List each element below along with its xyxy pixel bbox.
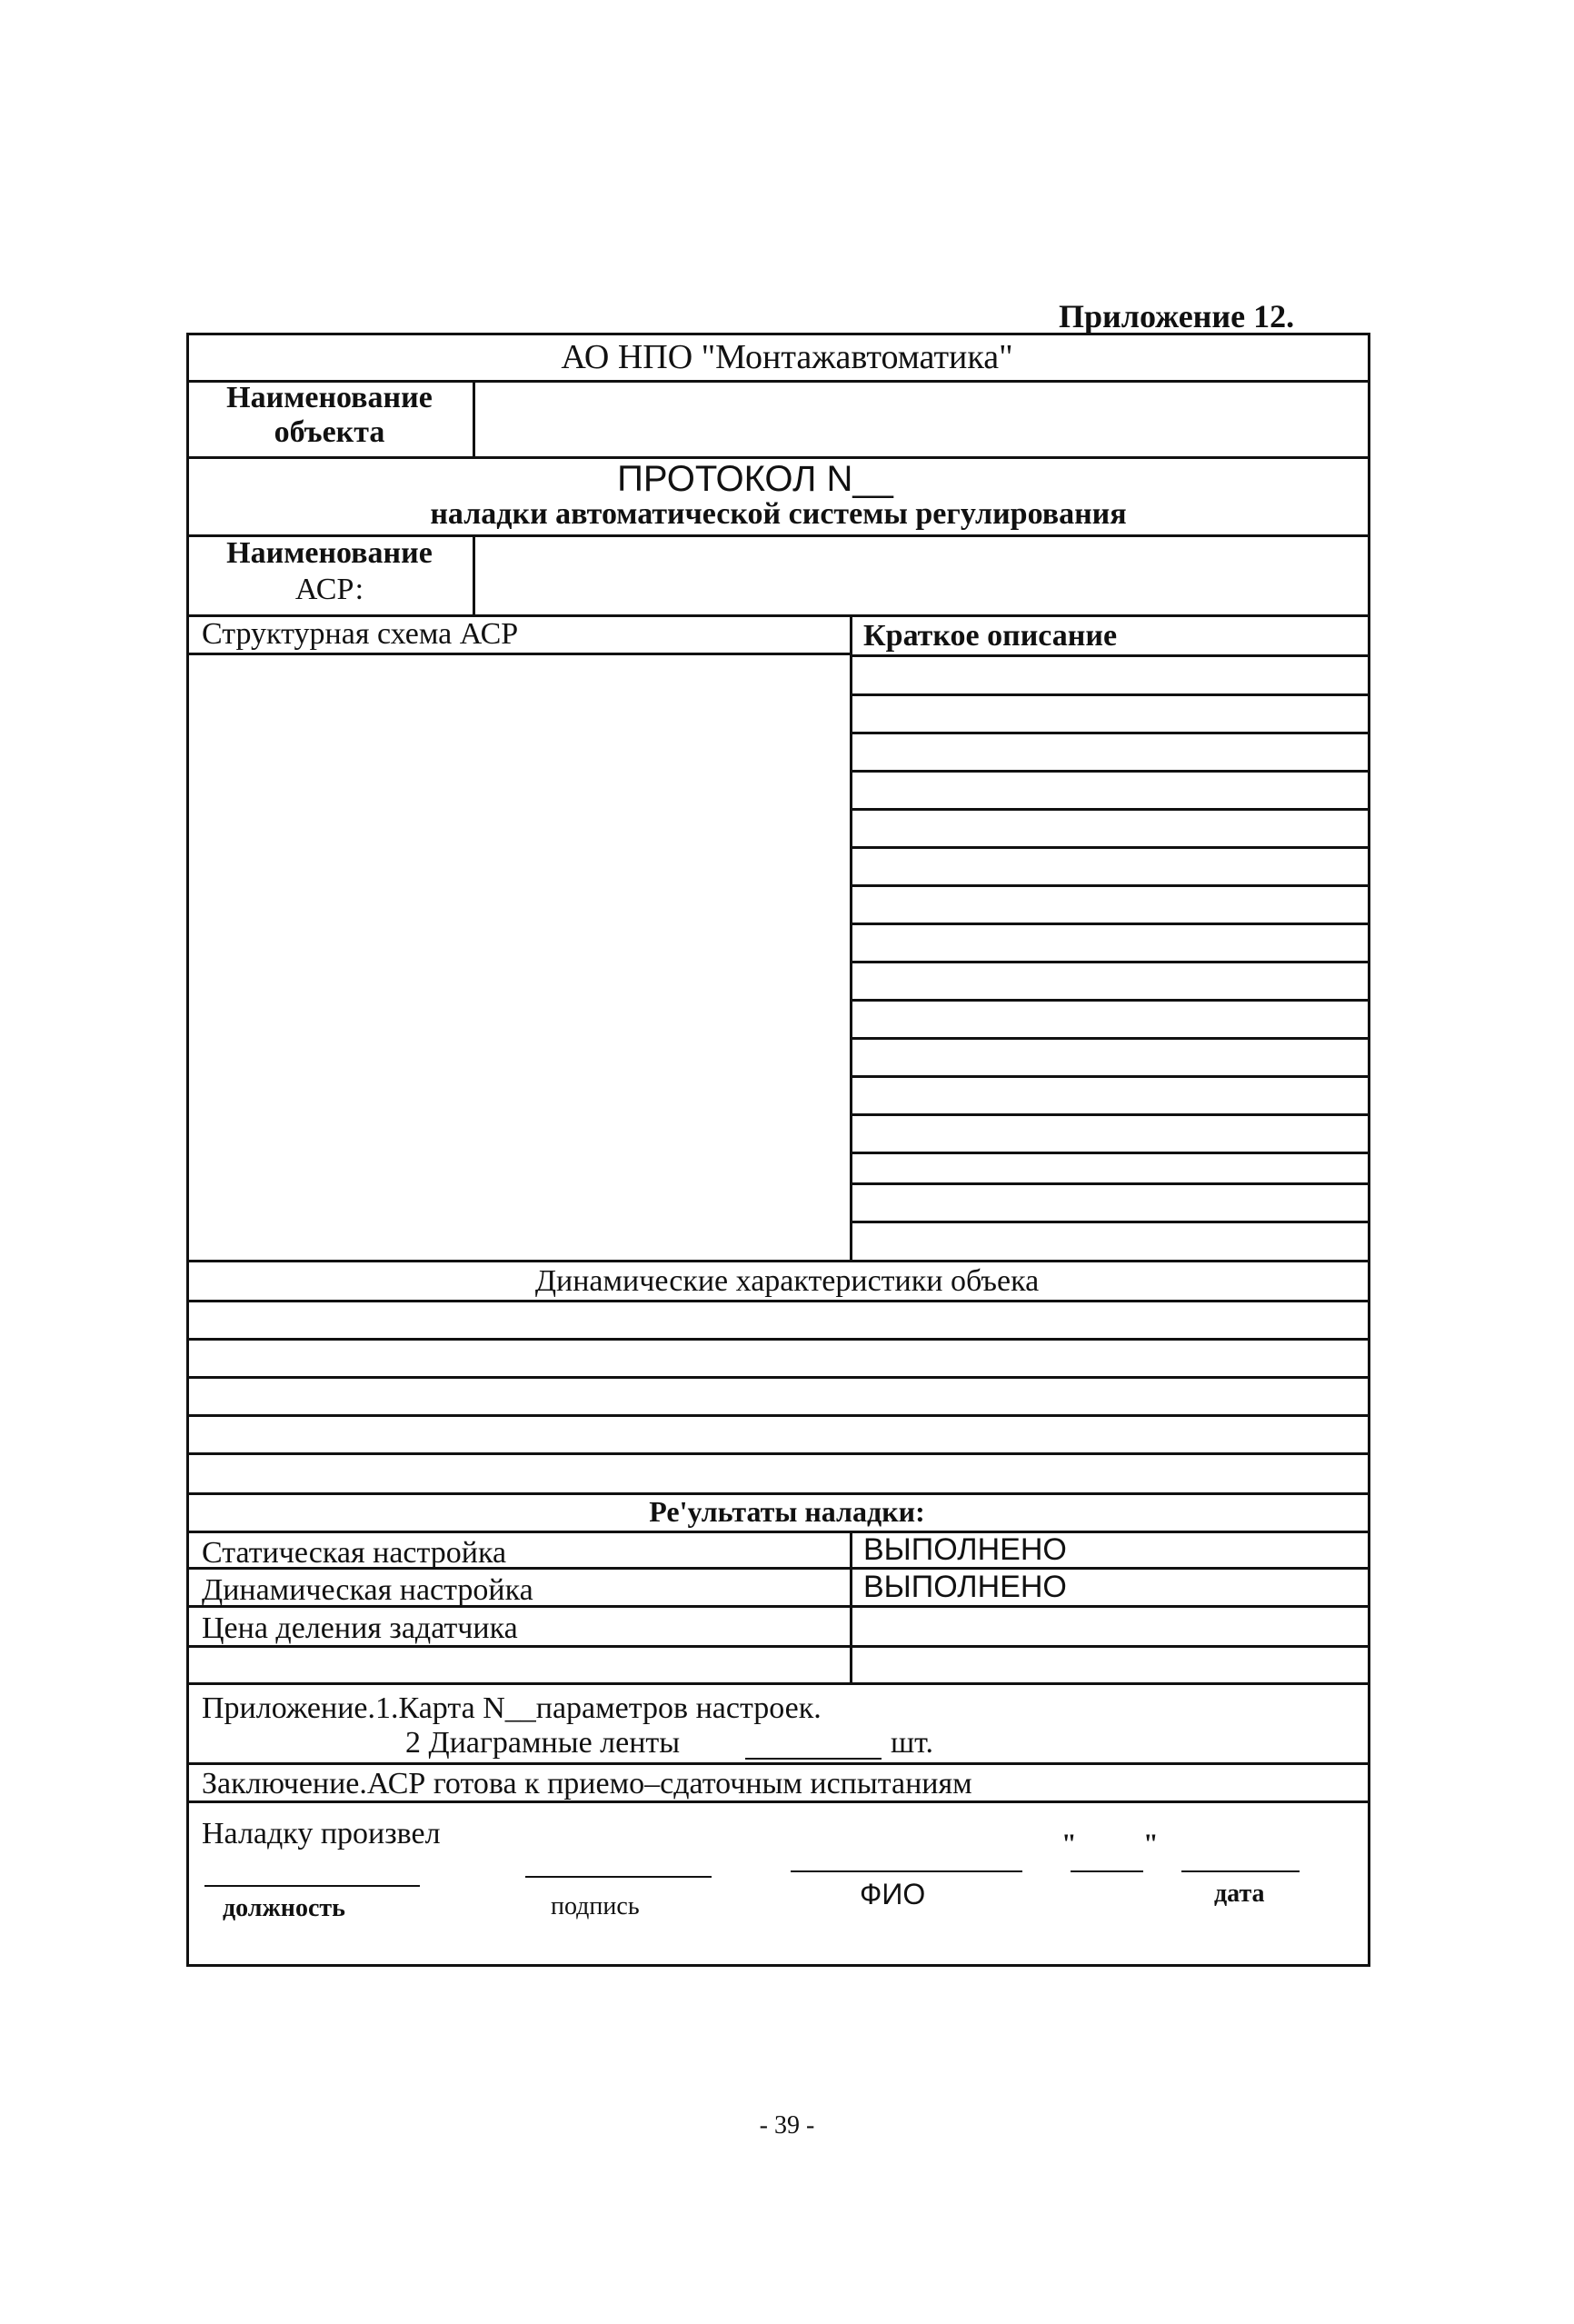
description-header: Краткое описание bbox=[863, 619, 1118, 653]
signature-caption: подпись bbox=[551, 1892, 640, 1920]
structure-scheme-area[interactable] bbox=[193, 658, 844, 1254]
asr-name-field[interactable] bbox=[478, 540, 1364, 611]
dynamic-characteristics-header: Динамические характеристики объека bbox=[534, 1264, 1040, 1298]
result-label: Динамическая настройка bbox=[202, 1573, 533, 1607]
tapes-count-blank[interactable] bbox=[745, 1758, 882, 1760]
date-month-line[interactable] bbox=[1181, 1870, 1300, 1872]
protocol-subtitle: наладки автоматической системы регулирования bbox=[430, 497, 1127, 531]
structure-scheme-header: Структурная схема АСР bbox=[202, 617, 519, 651]
object-name-label-1: Наименование bbox=[226, 381, 433, 414]
result-label: Цена деления задатчика bbox=[202, 1611, 518, 1645]
date-open-quote: " bbox=[1061, 1829, 1077, 1859]
asr-name-label-1: Наименование bbox=[226, 536, 433, 570]
attachment-line-1: Приложение.1.Карта N__параметров настроек. bbox=[202, 1691, 822, 1725]
protocol-title: ПРОТОКОЛ N__ bbox=[617, 459, 893, 499]
result-label: Статическая настройка bbox=[202, 1536, 507, 1570]
attachment-line-2-suffix: шт. bbox=[891, 1726, 933, 1760]
appendix-label: Приложение 12. bbox=[1059, 298, 1295, 334]
date-close-quote: " bbox=[1143, 1829, 1159, 1859]
name-line[interactable] bbox=[791, 1870, 1022, 1872]
result-value[interactable]: ВЫПОЛНЕНО bbox=[863, 1570, 1067, 1604]
date-caption: дата bbox=[1214, 1880, 1265, 1908]
page-number: - 39 - bbox=[759, 2111, 815, 2139]
position-line[interactable] bbox=[204, 1885, 420, 1887]
result-value[interactable]: ВЫПОЛНЕНО bbox=[863, 1532, 1067, 1567]
position-caption: должность bbox=[223, 1894, 345, 1922]
organization-name: АО НПО "Монтажавтоматика" bbox=[561, 338, 1013, 376]
date-day-line[interactable] bbox=[1071, 1870, 1143, 1872]
asr-name-label-2: АСР: bbox=[294, 573, 364, 606]
conclusion: Заключение.АСР готова к приемо–сдаточным испытаниям bbox=[202, 1767, 972, 1800]
performed-by-label: Наладку произвел bbox=[202, 1817, 441, 1850]
attachment-line-2-prefix: 2 Диаграмные ленты bbox=[405, 1726, 681, 1760]
results-header: Ре'ультаты наладки: bbox=[649, 1495, 925, 1528]
object-name-label-2: объекта bbox=[274, 415, 385, 449]
name-caption: ФИО bbox=[860, 1878, 926, 1910]
signature-line[interactable] bbox=[525, 1876, 712, 1878]
object-name-field[interactable] bbox=[478, 385, 1364, 453]
